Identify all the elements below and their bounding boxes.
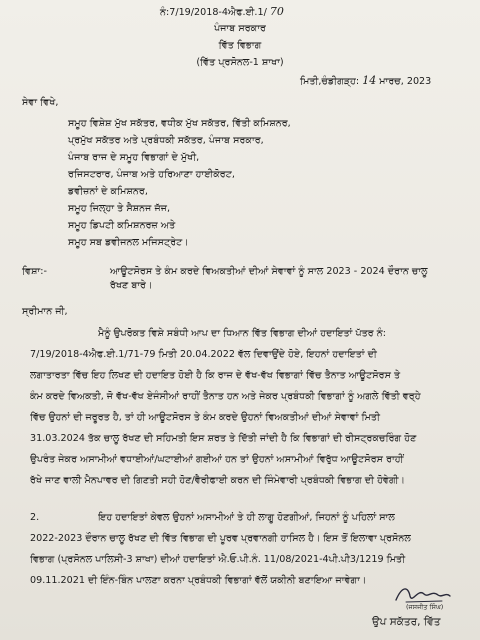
government-name: ਪੰਜਾਬ ਸਰਕਾਰ (214, 23, 266, 34)
paragraph-line: ਲਗਾਤਾਰਤਾ ਵਿੱਚ ਇਹ ਲਿਖਣ ਦੀ ਹਦਾਇਤ ਹੋਈ ਹੈ ਕਿ ਰਾਜ ਦੇ ਵੱਖ-ਵੱਖ ਵਿਭਾਗਾਂ ਵਿੱਚ ਤੈਨਾਤ ਆਊਟਸੋਰਸ ਤੇ (30, 370, 401, 381)
address-line: ਡਵੀਜ਼ਨਾਂ ਦੇ ਕਮਿਸ਼ਨਰ, (68, 186, 148, 197)
paragraph-line: 09.11.2021 ਦੀ ਇੰਨ-ਬਿੰਨ ਪਾਲਣਾ ਕਰਨਾ ਪ੍ਰਬੰਧਕੀ ਵਿਭਾਗਾਂ ਵੱਲੋਂ ਯਕੀਨੀ ਬਣਾਇਆ ਜਾਵੇਗਾ। (30, 575, 367, 586)
branch-name: (ਵਿੱਤ ਪ੍ਰਸੋਨਲ-1 ਸ਼ਾਖਾ) (196, 57, 284, 68)
paragraph-line: ਇਹ ਹਦਾਇਤਾਂ ਕੇਵਲ ਉਹਨਾਂ ਅਸਾਮੀਆਂ ਤੇ ਹੀ ਲਾਗੂ ਹੋਣਗੀਆਂ, ਜਿਹਨਾਂ ਨੂੰ ਪਹਿਲਾਂ ਸਾਲ (98, 512, 395, 523)
letter-date (300, 74, 431, 88)
reference-prefix: ਨੰ:7/19/2018-4ਐਫ.ਈ.1/ (160, 7, 267, 18)
date-month-year: ਮਾਰਚ, 2023 (379, 76, 432, 87)
reference-handwritten-number: 70 (269, 5, 284, 18)
address-line: ਪੰਜਾਬ ਰਾਜ ਦੇ ਸਮੂਹ ਵਿਭਾਗਾਂ ਦੇ ਮੁੱਖੀ, (68, 152, 200, 163)
signer-designation: ਉਪ ਸਕੱਤਰ, ਵਿੱਤ (372, 616, 441, 628)
subject-line: ਆਊਟਸੋਰਸ ਤੇ ਕੰਮ ਕਰਦੇ ਵਿਅਕਤੀਆਂ ਦੀਆਂ ਸੇਵਾਵਾਂ ਨੂੰ ਸਾਲ 2023 - 2024 ਦੌਰਾਨ ਚਾਲੂ (110, 266, 428, 277)
paragraph-line: ਰੱਖੇ ਜਾਣ ਵਾਲੀ ਮੈਨਪਾਵਰ ਦੀ ਗਿਣਤੀ ਸਹੀ ਹੋਣ/ਵੈਰੀਫਾਈ ਕਰਨ ਦੀ ਜਿੰਮੇਵਾਰੀ ਪ੍ਰਬੰਧਕੀ ਵਿਭਾਗ ਦੀ ਹੋਵੇਗੀ। (30, 475, 406, 486)
address-line: ਪ੍ਰਮੁੱਖ ਸਕੱਤਰ ਅਤੇ ਪ੍ਰਬੰਧਕੀ ਸਕੱਤਰ, ਪੰਜਾਬ ਸਰਕਾਰ, (68, 135, 264, 146)
paragraph-line: 7/19/2018-4ਐਫ.ਈ.1/71-79 ਮਿਤੀ 20.04.2022 ਵੱਲ ਦਿਵਾਉਂਦੇ ਹੋਏ, ਇਹਨਾਂ ਹਦਾਇਤਾਂ ਦੀ (30, 349, 377, 360)
paragraph-line: ਵਿਭਾਗ (ਪ੍ਰਸੋਨਲ ਪਾਲਿਸੀ-3 ਸ਼ਾਖਾ) ਦੀਆਂ ਹਦਾਇਤਾਂ ਐ.ਓ.ਪੀ.ਨੰ. 11/08/2021-4ਪੀ.ਪੀ3/1219 ਮਿਤੀ (30, 554, 406, 565)
address-line: ਰਜਿਸਟਰਾਰ, ਪੰਜਾਬ ਅਤੇ ਹਰਿਆਣਾ ਹਾਈਕੋਰਟ, (68, 169, 235, 180)
department-name: ਵਿੱਤ ਵਿਭਾਗ (218, 40, 262, 51)
address-to: ਸੇਵਾ ਵਿਖੇ, (22, 97, 59, 108)
paragraph-line: ਕੰਮ ਕਰਦੇ ਵਿਅਕਤੀ, ਜੋ ਵੱਖ-ਵੱਖ ਏਜੰਸੀਆਂ ਰਾਹੀਂ ਤੈਨਾਤ ਹਨ ਅਤੇ ਜੇਕਰ ਪ੍ਰਬੰਧਕੀ ਵਿਭਾਗਾਂ ਨੂੰ ਅਗਲੇ ਵਿੱਤੀ ਵਰ੍ਹੇ (30, 391, 421, 402)
paragraph-line: ਉਪਰੰਤ ਜੇਕਰ ਅਸਾਮੀਆਂ ਵਧਾਈਆਂ/ਘਟਾਈਆਂ ਗਈਆਂ ਹਨ ਤਾਂ ਉਹਨਾਂ ਅਸਾਮੀਆਂ ਵਿਰੁੱਧ ਆਊਟਸੋਰਸ ਰਾਹੀਂ (30, 454, 404, 465)
signer-name: (ਜਸਜੀਤ ਸਿੰਘ) (406, 603, 444, 611)
address-line: ਸਮੂਹ ਡਿਪਟੀ ਕਮਿਸ਼ਨਰਜ਼ ਅਤੇ (68, 220, 176, 231)
subject-line: ਰੱਖਣ ਬਾਰੇ। (110, 280, 153, 291)
paragraph-line: ਮੈਨੂੰ ਉਪਰੋਕਤ ਵਿਸ਼ੇ ਸਬੰਧੀ ਆਪ ਦਾ ਧਿਆਨ ਵਿੱਤ ਵਿਭਾਗ ਦੀਆਂ ਹਦਾਇਤਾਂ ਪੱਤਰ ਨੰ: (98, 328, 386, 339)
paragraph-line: 2022-2023 ਦੌਰਾਨ ਚਾਲੂ ਰੱਖਣ ਦੀ ਵਿੱਤ ਵਿਭਾਗ ਦੀ ਪੂਰਵ ਪ੍ਰਵਾਨਗੀ ਹਾਸਿਲ ਹੈ। ਇਸ ਤੋਂ ਇਲਾਵਾ ਪ੍ਰਸੋਨਲ (30, 533, 411, 544)
reference-number (160, 5, 284, 19)
paragraph-line: 31.03.2024 ਤੱਕ ਚਾਲੂ ਰੱਖਣ ਦੀ ਸਹਿਮਤੀ ਇਸ ਸ਼ਰਤ ਤੇ ਦਿੱਤੀ ਜਾਂਦੀ ਹੈ ਕਿ ਵਿਭਾਗਾਂ ਦੀ ਰੀਸਟ੍ਰਕਚਰਿੰਗ ਹੋਣ (30, 433, 417, 444)
paragraph-line: ਵਿੱਚ ਉਹਨਾਂ ਦੀ ਜਰੂਰਤ ਹੈ, ਤਾਂ ਹੀ ਆਊਟਸੋਰਸ ਤੇ ਕੰਮ ਕਰਦੇ ਉਹਨਾਂ ਵਿਅਕਤੀਆਂ ਦੀਆਂ ਸੇਵਾਵਾਂ ਮਿਤੀ (30, 412, 380, 423)
address-line: ਸਮੂਹ ਵਿਸ਼ੇਸ਼ ਮੁੱਖ ਸਕੱਤਰ, ਵਧੀਕ ਮੁੱਖ ਸਕੱਤਰ, ਵਿੱਤੀ ਕਮਿਸ਼ਨਰ, (68, 118, 291, 129)
date-day: 14 (362, 74, 377, 87)
date-prefix: ਮਿਤੀ,ਚੰਡੀਗੜ੍ਹ: (300, 76, 360, 87)
subject-label: ਵਿਸ਼ਾ:- (22, 266, 47, 277)
address-line: ਸਮੂਹ ਜਿਲ੍ਹਾ ਤੇ ਸੈਸ਼ਨਜ ਜੱਜ, (68, 203, 171, 214)
salutation: ਸ੍ਰੀਮਾਨ ਜੀ, (22, 306, 68, 317)
paragraph-number: 2. (30, 512, 40, 523)
address-line: ਸਮੂਹ ਸਬ ਡਵੀਜਨਲ ਮਜਿਸਟ੍ਰੇਟ। (68, 237, 189, 248)
